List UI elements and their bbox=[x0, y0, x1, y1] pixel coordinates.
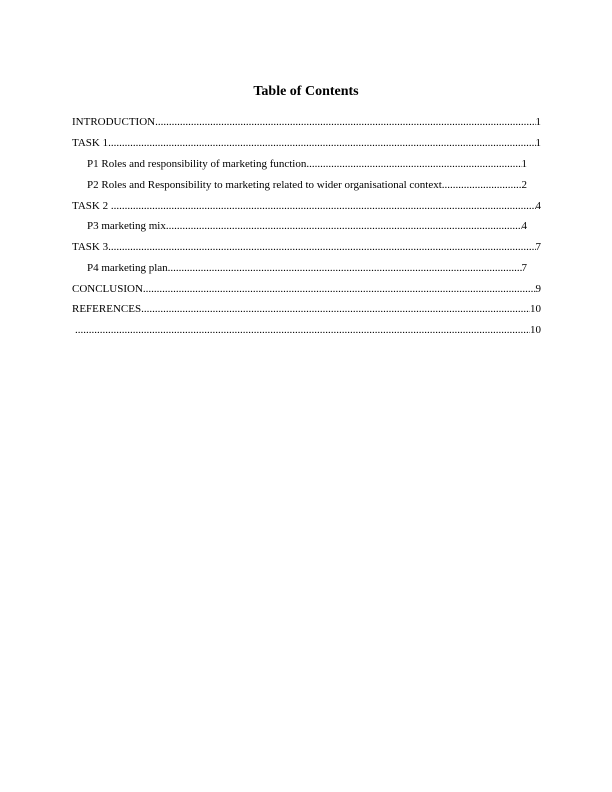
toc-entry-text: REFERENCES bbox=[72, 303, 142, 315]
toc-page-number: 2 bbox=[521, 179, 527, 191]
toc-dot-leader bbox=[111, 199, 536, 213]
toc-entry-text: TASK 3 bbox=[72, 241, 109, 253]
toc-entry-references[interactable] bbox=[72, 302, 541, 316]
toc-entry-text: CONCLUSION bbox=[72, 283, 143, 295]
toc-entry-text: P3 marketing mix bbox=[87, 220, 166, 232]
toc-entry-p3[interactable] bbox=[87, 219, 527, 233]
toc-dot-leader bbox=[108, 240, 535, 254]
toc-entry-p1[interactable] bbox=[87, 157, 527, 171]
toc-entry-task-2[interactable] bbox=[72, 199, 541, 213]
toc-dot-leader bbox=[166, 219, 522, 233]
toc-page-number: 7 bbox=[535, 241, 541, 253]
toc-entry-text: TASK 1 bbox=[72, 137, 109, 149]
toc-page-number: 1 bbox=[521, 158, 527, 170]
toc-dot-leader bbox=[75, 323, 530, 337]
toc-page-number: 10 bbox=[530, 303, 541, 315]
toc-entry-text: TASK 2 bbox=[72, 200, 111, 212]
toc-page-number: 1 bbox=[535, 116, 541, 128]
toc-entry-text: P1 Roles and responsibility of marketing function bbox=[87, 158, 307, 170]
toc-entry-text: P4 marketing plan bbox=[87, 262, 168, 274]
toc-page-number: 4 bbox=[535, 200, 541, 212]
toc-entry-task-1[interactable] bbox=[72, 136, 541, 150]
toc-entry-text: P2 Roles and Responsibility to marketing related to wider organisational context bbox=[87, 179, 442, 191]
toc-dot-leader bbox=[108, 136, 535, 150]
toc-page-number: 1 bbox=[535, 137, 541, 149]
toc-entry-p4[interactable] bbox=[87, 261, 527, 275]
toc-dot-leader bbox=[306, 157, 521, 171]
toc-entry-task-3[interactable] bbox=[72, 240, 541, 254]
toc-page-number: 7 bbox=[521, 262, 527, 274]
toc-page-number: 10 bbox=[530, 324, 541, 336]
toc-entry-untitled[interactable] bbox=[75, 323, 541, 337]
toc-title: Table of Contents bbox=[253, 84, 359, 99]
toc-entry-conclusion[interactable] bbox=[72, 282, 541, 296]
toc-page-number: 9 bbox=[535, 283, 541, 295]
toc-page-number: 4 bbox=[521, 220, 527, 232]
toc-dot-leader bbox=[143, 282, 536, 296]
toc-entry-introduction[interactable] bbox=[72, 115, 541, 129]
toc-dot-leader bbox=[141, 302, 530, 316]
toc-dot-leader bbox=[168, 261, 522, 275]
toc-entry-p2[interactable] bbox=[87, 178, 527, 192]
toc-entry-text: INTRODUCTION bbox=[72, 116, 156, 128]
toc-dot-leader bbox=[155, 115, 535, 129]
toc-dot-leader bbox=[442, 178, 522, 192]
